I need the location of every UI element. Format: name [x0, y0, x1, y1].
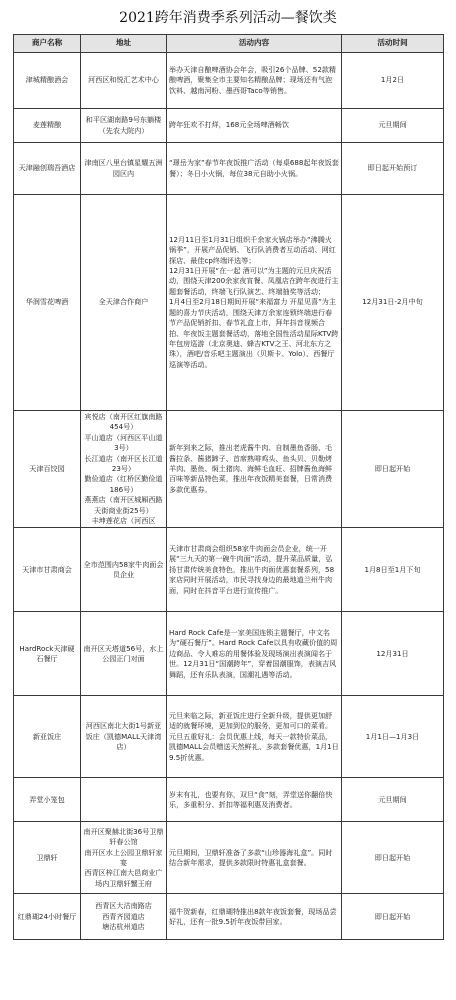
activity-time: 1月2日 [342, 53, 444, 109]
table-row [14, 696, 444, 778]
merchant-address: 西青区大沽南路店 西青齐园道店 塘沽杭州道店 [81, 894, 167, 940]
merchant-address: 津南区八里台镇星耀五洲园区内 [81, 143, 167, 195]
table-row [14, 778, 444, 822]
merchant-name: 天津百饺园 [14, 411, 81, 528]
header-activity: 活动内容 [167, 35, 342, 53]
activity-content: 元旦来临之际，新亚饭庄进行全新升级，提供更加舒适的就餐环境，更加到位的服务，更加可口的菜肴。元旦五重好礼：会员优惠上线，每天一款特价菜品，凯德MALL会员赠送天然鲜礼、多款套餐优惠，1月1日9.5折优惠。 [167, 696, 342, 778]
merchant-address: 南开区聚赫北街36号卫鼎轩春公馆 南开区水上公园卫鼎轩家宴 西青区梓江南大邑商业广场内卫鼎轩蟹王府 [81, 822, 167, 894]
merchant-address: 和平区湖南路9号东躺楼（先农大院内） [81, 109, 167, 143]
table-header-row [14, 35, 444, 53]
activity-time: 1月1日—1月3日 [342, 696, 444, 778]
merchant-address: 全天津合作商户 [81, 195, 167, 411]
merchant-name: 天津市甘肃商会 [14, 528, 81, 612]
activity-time: 12月31日 [342, 612, 444, 696]
merchant-name: 津城精酿酒会 [14, 53, 81, 109]
table-row [14, 195, 444, 411]
table-row [14, 822, 444, 894]
activity-content: 元旦期间，卫鼎轩准备了多款“山珍器海礼盒”。同时结合新年需求，提供多款限时特惠礼盒套餐。 [167, 822, 342, 894]
activity-content: 岁末有礼，也要有你，双旦“食”刻，弄堂送你翻倍快乐，多重积分、折扣等福利惠及消费者。 [167, 778, 342, 822]
activity-time: 即日起开始预订 [342, 143, 444, 195]
activity-time: 12月31日-2月中旬 [342, 195, 444, 411]
activity-content: 跨年狂欢不打烊，168元全场啤酒畅饮 [167, 109, 342, 143]
header-time: 活动时间 [342, 35, 444, 53]
merchant-name: 华润雪花啤酒 [14, 195, 81, 411]
activity-content: 12月11日至1月31日组织千余家火锅店举办“沸腾火锅季”，开展产品促销、飞行队消费者互动活动、网红探店、最佳cp终端评选等； 12月31日开展“在一起 酒可以”为主题的元旦庆祝活动，围绕天津200余家夜宵餐、凤凰店在跨年夜进行主题套餐活动，终端飞行队演艺、终端抽奖等活动； 1月4日至2月18日期间开展“来福富力 开星见喜”为主题的喜力节庆活动，围绕天津万余家连锁终端进行春节产品促销折扣、春节礼盒上市，拜年抖音视频合拍、年夜饭主题套餐活动，落地全国性活动星际KTV跨年包房巡游（北京奥迪、蜂吉KTV之王、河北东方之珠），酒吧/音乐吧主题演出（贝斯卡、Yolo）、西餐厅巡演等活动。 [167, 195, 342, 411]
activity-time: 1月8日至1月下旬 [342, 528, 444, 612]
table-row [14, 411, 444, 528]
merchant-address: 河西区南北大街1号新亚饭庄（凯德MALL天津湾店） [81, 696, 167, 778]
activity-time: 即日起开始 [342, 822, 444, 894]
activity-content: 新年到来之际，推出老虎酱牛肉、自制墨鱼香肠、毛酱拉条、酱猪蹄子、首席熟啡鸡头、鱼头贝、贝勒烤羊肉、墨鱼、焖土猪肉、海鲜毛血旺、招牌酱鱼海鲜百味等新品特色菜，推出年夜饭精美套餐，日常消费多款优惠券。 [167, 411, 342, 528]
table-row [14, 528, 444, 612]
merchant-address: 全市范围内58家牛肉面会员企业 [81, 528, 167, 612]
header-merchant: 商户名称 [14, 35, 81, 53]
activity-time: 元旦期间 [342, 109, 444, 143]
merchant-name: 弄堂小笼包 [14, 778, 81, 822]
activity-content: “璟岳为家”春节年夜饭推广活动（每桌688起年夜饭套餐）；冬日小火锅，每位38元自助小火锅。 [167, 143, 342, 195]
table-row [14, 53, 444, 109]
activity-content: 天津市甘肃商会组织58家牛肉面会员企业，统一开展“三九天的第一碗牛肉面”活动，提升菜品质量，弘扬甘肃传统美食特色，推出牛肉面优惠套餐系列，58家店同时开展活动，市民寻找身边的最地道兰州牛肉面，同时在抖音平台进行宣传推广。 [167, 528, 342, 612]
activity-content: 举办天津自酿啤酒协会年会，吸引26个品牌、52款精酿啤酒，聚集全市主要知名精酿品牌；现场还有气泡饮料、越南河粉、墨西哥Taco等销售。 [167, 53, 342, 109]
merchant-name: 红鼎瑚24小时餐厅 [14, 894, 81, 940]
table-row [14, 143, 444, 195]
activity-table [13, 34, 444, 940]
activity-time: 即日起开始 [342, 894, 444, 940]
header-address: 地址 [81, 35, 167, 53]
merchant-address: 宾悦店（南开区红旗南路454号） 平山道店（河西区平山道3号） 长江道店（南开区长江道23号） 勤俭道店（红桥区勤俭道186号） 燕燕店（南开区城厢西路天街商业街25号） 丰坤莲花店（河西区 [81, 411, 167, 528]
merchant-address: 河西区和悦汇艺术中心 [81, 53, 167, 109]
merchant-name: 麦莲精酿 [14, 109, 81, 143]
activity-content: Hard Rock Cafe是一家美国连锁主题餐厅，中文名为“硬石餐厅”。Hard Rock Cafe以具有收藏价值的周边商品、令人难忘的用餐体验及现场演出表演闻名于世。12月31日“国潮跨年”，穿着国潮服饰，表演吉风舞蹈，还有乐队表演，国潮礼遇等活动。 [167, 612, 342, 696]
merchant-name: 新亚饭庄 [14, 696, 81, 778]
merchant-address [81, 778, 167, 822]
page-title: 2021跨年消费季系列活动—餐饮类 [119, 10, 337, 26]
table-row [14, 109, 444, 143]
activity-time: 即日起开始 [342, 411, 444, 528]
merchant-name: HardRock天津硬石餐厅 [14, 612, 81, 696]
activity-time: 元旦期间 [342, 778, 444, 822]
table-row [14, 894, 444, 940]
merchant-address: 南开区天塔道56号，水上公园正门对面 [81, 612, 167, 696]
table-row [14, 612, 444, 696]
merchant-name: 卫鼎轩 [14, 822, 81, 894]
merchant-name: 天津融创瑞吾酒店 [14, 143, 81, 195]
activity-content: 福牛贺新春，红鼎瑚特推出8款年夜饭套餐，现场品尝好礼，还有一批9.5折年夜饭带回家。 [167, 894, 342, 940]
